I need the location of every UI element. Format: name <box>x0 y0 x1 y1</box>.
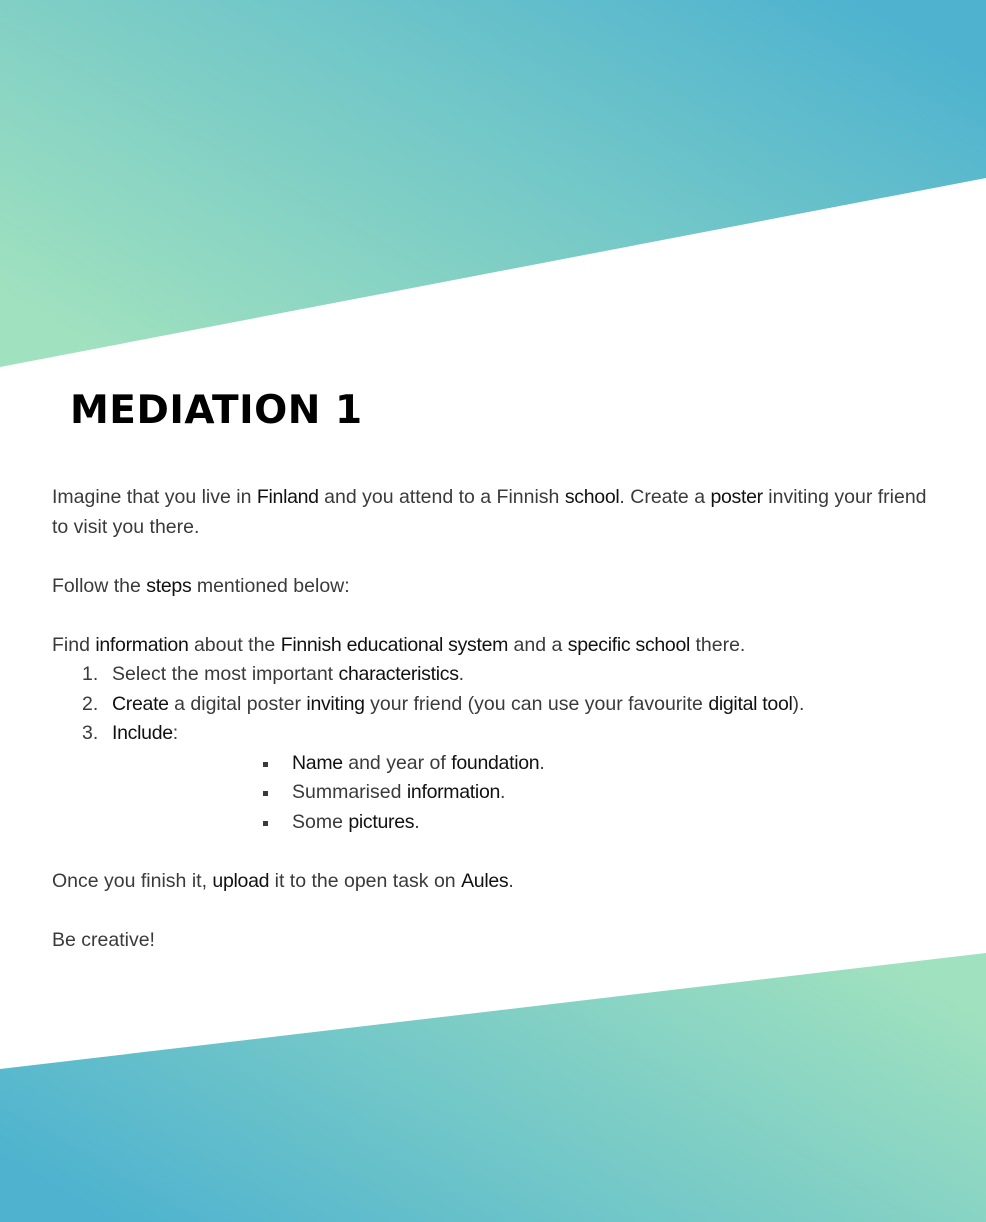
step-number: 3. <box>82 722 99 744</box>
find-text: there. <box>690 633 746 656</box>
keyword-pictures: pictures <box>348 810 415 833</box>
find-information-line <box>52 631 932 661</box>
bullet-item <box>52 808 932 838</box>
keyword-include: Include <box>112 722 173 744</box>
follow-text: Follow the <box>52 574 147 597</box>
step-text: a digital poster <box>168 692 307 715</box>
keyword-inviting: inviting <box>306 692 365 715</box>
follow-text: mentioned below: <box>191 574 350 597</box>
step-item <box>52 719 932 749</box>
upload-text: Once you finish it, <box>52 869 213 892</box>
intro-text: and you attend to a Finnish <box>318 486 565 508</box>
step-text: Select the most important <box>112 663 339 685</box>
keyword-aules: Aules <box>461 869 509 892</box>
include-bullet-list <box>52 749 932 838</box>
keyword-name: Name <box>292 751 343 774</box>
bullet-text: . <box>500 781 506 803</box>
page-title: MEDIATION 1 <box>70 388 363 433</box>
top-gradient-banner <box>0 0 986 370</box>
steps-list <box>52 660 932 749</box>
step-number: 2. <box>82 692 99 715</box>
follow-steps-line <box>52 572 932 602</box>
find-text: Find <box>52 633 96 656</box>
step-text: ). <box>792 692 805 715</box>
bullet-item <box>52 749 932 779</box>
upload-text: it to the open task on <box>269 869 462 892</box>
bullet-text: . <box>414 810 420 833</box>
step-number: 1. <box>82 663 99 685</box>
keyword-school: school <box>564 486 620 508</box>
step-item <box>52 690 932 720</box>
find-text: about the <box>188 633 281 656</box>
bullet-item <box>52 778 932 808</box>
step-text: : <box>172 722 179 744</box>
step-item <box>52 660 932 690</box>
square-bullet-icon <box>263 821 268 826</box>
intro-paragraph <box>52 483 932 542</box>
keyword-characteristics: characteristics <box>338 663 459 685</box>
keyword-finnish-educational-system: Finnish educational system <box>280 633 509 656</box>
keyword-foundation: foundation <box>451 751 540 774</box>
keyword-upload: upload <box>212 869 270 892</box>
keyword-finland: Finland <box>256 486 319 508</box>
bullet-text: and year of <box>342 751 452 774</box>
bullet-text: Summarised <box>292 781 407 803</box>
keyword-information: information <box>406 781 501 803</box>
keyword-steps: steps <box>146 574 192 597</box>
closing-line: Be creative! <box>52 928 155 951</box>
keyword-create: Create <box>112 692 169 715</box>
find-text: and a <box>508 633 568 656</box>
intro-text: Imagine that you live in <box>52 486 257 508</box>
step-text: your friend (you can use your favourite <box>364 692 709 715</box>
keyword-specific-school: specific school <box>567 633 691 656</box>
keyword-information: information <box>95 633 189 656</box>
upload-line <box>52 867 932 897</box>
bullet-text: Some <box>292 810 349 833</box>
keyword-digital-tool: digital tool <box>708 692 793 715</box>
intro-text: . Create a <box>619 486 711 508</box>
task-instructions <box>52 483 932 955</box>
keyword-poster: poster <box>710 486 763 508</box>
bottom-gradient-banner <box>0 950 986 1222</box>
upload-text: . <box>508 869 514 892</box>
square-bullet-icon <box>263 791 268 796</box>
step-text: . <box>458 663 465 685</box>
intro-text: inviting your friend to visit you there. <box>52 486 927 538</box>
bullet-text: . <box>539 751 545 774</box>
square-bullet-icon <box>263 762 268 767</box>
